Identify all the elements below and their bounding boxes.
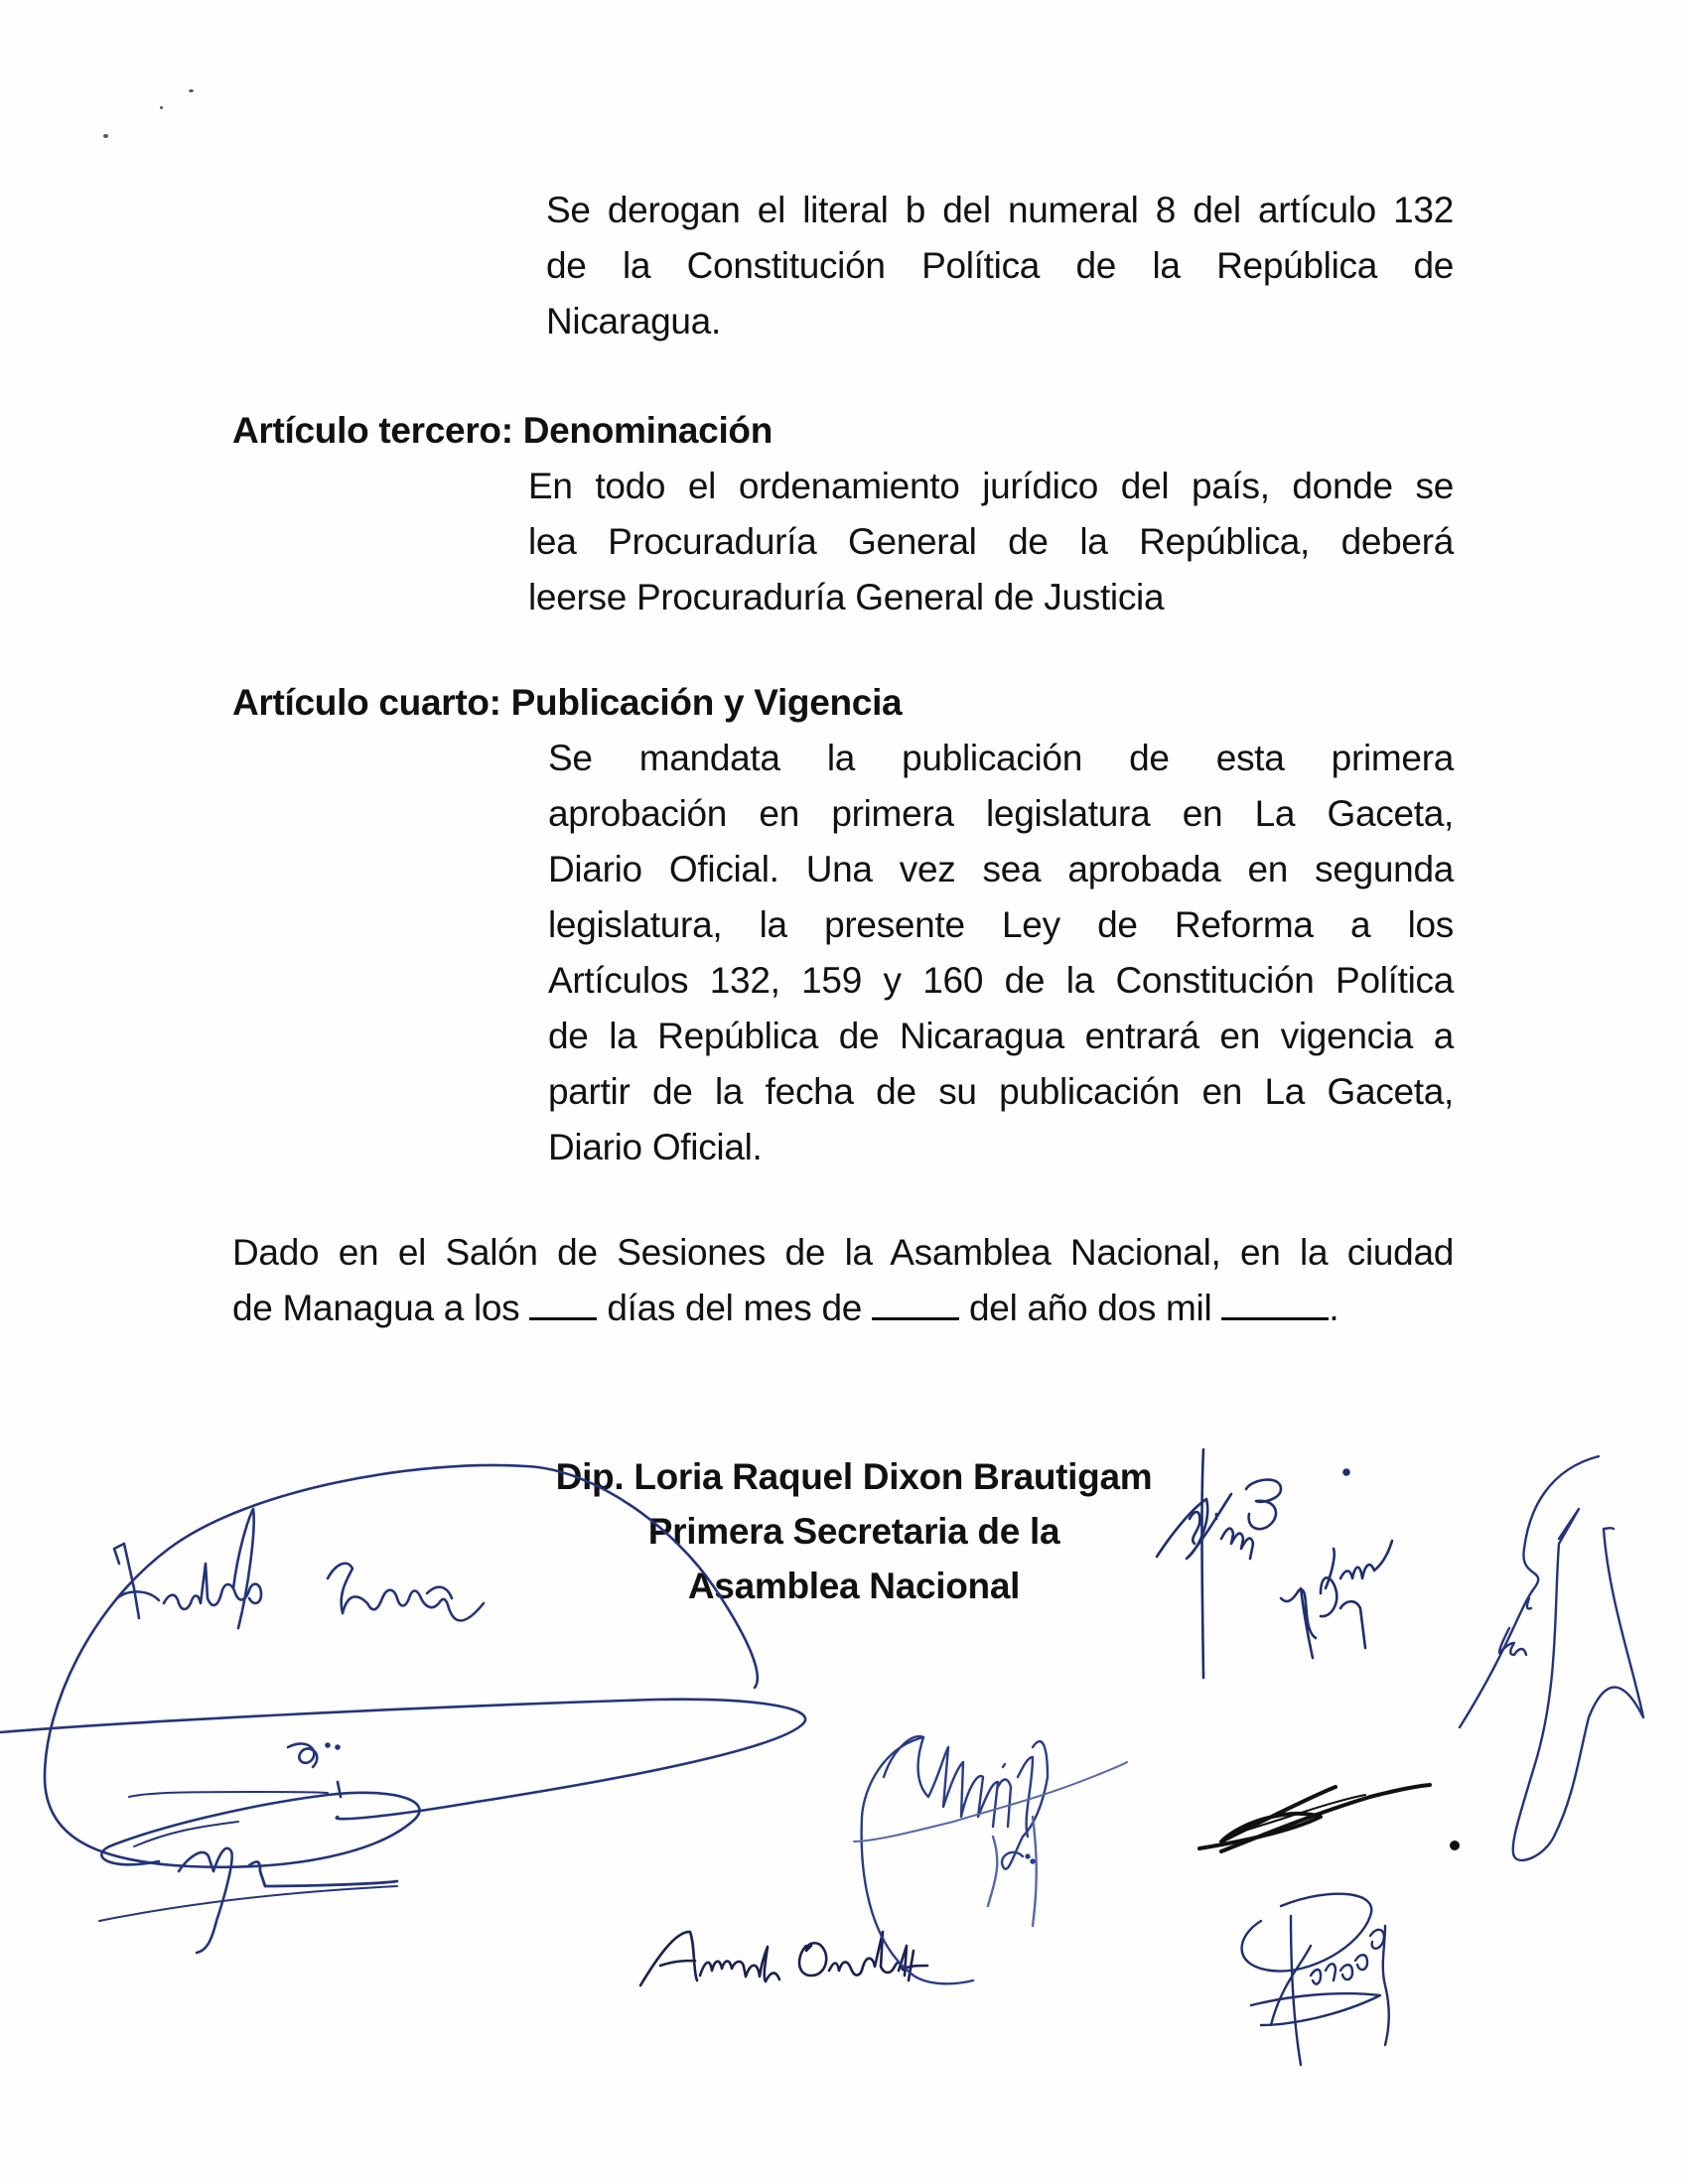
day-blank [529, 1288, 597, 1320]
closing-text: del año dos mil [969, 1288, 1212, 1328]
text-line: Se derogan el literal b del numeral 8 del artículo 132 [546, 190, 1454, 230]
text-line: lea Procuraduría General de la República, deberá [528, 521, 1454, 562]
text-line: leerse Procuraduría General de Justicia [528, 577, 1165, 617]
sig-center-loop [854, 1736, 1127, 1983]
closing-paragraph [232, 1225, 1454, 1336]
text-line: Nicaragua. [546, 301, 721, 341]
text-line: Diario Oficial. [548, 1127, 763, 1167]
closing-text: días del mes de [607, 1288, 863, 1328]
sig-right-tall [1460, 1456, 1643, 1860]
article-second-body [546, 183, 1454, 349]
text-line: En todo el ordenamiento jurídico del país, donde se [528, 466, 1454, 506]
text-line: de la Constitución Política de la República de [546, 245, 1454, 286]
scan-speck [103, 134, 108, 138]
month-blank [872, 1288, 959, 1320]
text-line: Se mandata la publicación de esta primera [548, 738, 1454, 778]
signatory-block [496, 1449, 1211, 1613]
article-fourth-heading: Artículo cuarto: Publicación y Vigencia [232, 682, 903, 723]
text-line: partir de la fecha de su publicación en La Gaceta, [548, 1071, 1454, 1112]
text-line: aprobación en primera legislatura en La Gaceta, [548, 793, 1454, 834]
signatory-title-line-1: Primera Secretaria de la [647, 1511, 1060, 1552]
article-third-body [528, 459, 1454, 625]
text-line: legislatura, la presente Ley de Reforma a los [548, 904, 1454, 945]
sig-amada-pineda [640, 1932, 927, 1985]
sig-black-scribble [1199, 1785, 1458, 1851]
closing-text: de Managua a los [232, 1288, 520, 1328]
scan-speck [160, 106, 163, 109]
sig-herrera [1242, 1894, 1389, 2065]
closing-period: . [1329, 1288, 1339, 1328]
text-line: Diario Oficial. Una vez sea aprobada en segunda [548, 849, 1454, 889]
article-third-heading: Artículo tercero: Denominación [232, 410, 774, 451]
year-blank [1221, 1288, 1329, 1320]
article-fourth-body [548, 731, 1454, 1175]
text-line: de la República de Nicaragua entrará en vigencia a [548, 1016, 1454, 1056]
text-line: Artículos 132, 159 y 160 de la Constitución Política [548, 960, 1454, 1001]
signatory-name: Dip. Loria Raquel Dixon Brautigam [555, 1456, 1153, 1497]
signatory-title-line-2: Asamblea Nacional [687, 1566, 1021, 1606]
scan-speck [189, 89, 194, 92]
closing-line-1: Dado en el Salón de Sesiones de la Asamblea Nacional, en la ciudad [232, 1232, 1454, 1273]
closing-line-2 [232, 1281, 1454, 1336]
